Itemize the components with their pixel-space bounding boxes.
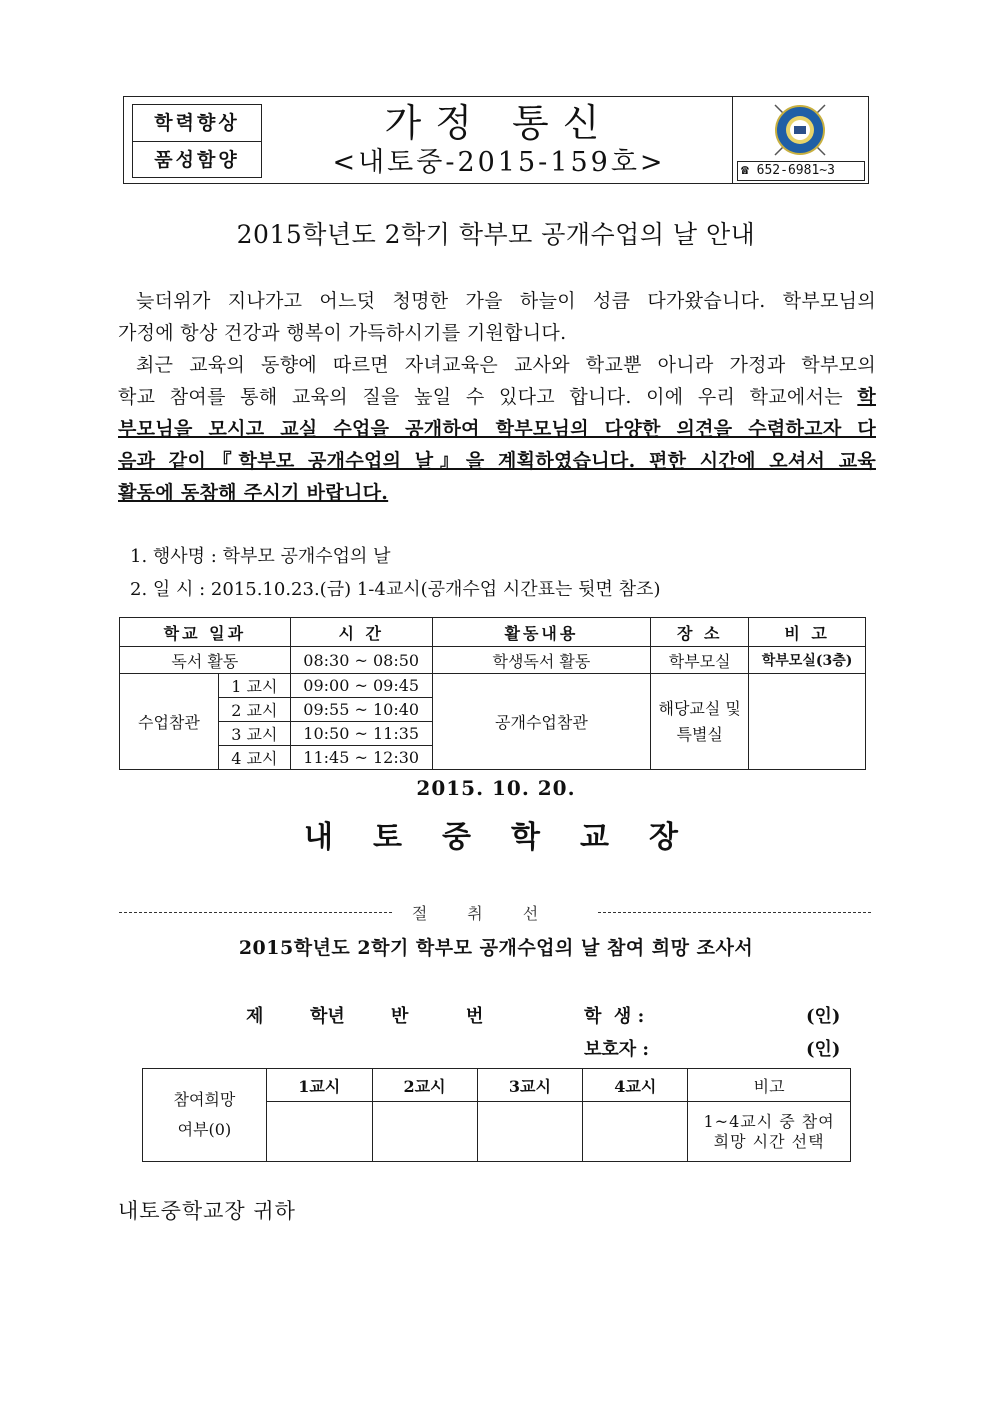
document-title: 2015학년도 2학기 학부모 공개수업의 날 안내 xyxy=(236,220,756,249)
table-row xyxy=(120,674,866,698)
survey-header-row xyxy=(143,1069,851,1102)
answer-note-line-1: 1~4교시 중 참여 xyxy=(703,1111,835,1131)
observation-note xyxy=(749,674,866,770)
grade-prefix: 제 xyxy=(246,1006,264,1027)
paragraph-2-line-3: 부모님을 모시고 교실 수업을 공개하여 학부모님의 다양한 의견을 수렴하고자 다 xyxy=(118,418,876,440)
answer-note-line-2: 희망 시간 선택 xyxy=(713,1131,825,1151)
header-time: 시 간 xyxy=(290,618,432,647)
observation-place xyxy=(651,674,749,770)
number-unit: 번 xyxy=(466,1006,484,1027)
col-period-2: 2교시 xyxy=(372,1069,477,1102)
answer-period-3[interactable] xyxy=(477,1102,583,1162)
paragraph-2-line-5: 활동에 동참해 주시기 바랍니다. xyxy=(118,482,389,504)
student-seal: (인) xyxy=(806,1006,841,1027)
survey-table xyxy=(142,1068,851,1162)
answer-note xyxy=(688,1102,851,1162)
header-place: 장 소 xyxy=(651,618,749,647)
header-note: 비 고 xyxy=(749,618,866,647)
answer-period-2[interactable] xyxy=(372,1102,477,1162)
motto-1: 학력향상 xyxy=(133,105,261,142)
paragraph-2-line-4: 음과 같이『학부모 공개수업의 날』을 계획하였습니다. 편한 시간에 오셔서 교육 xyxy=(118,450,876,472)
paragraph-2-line-2-text: 학교 참여를 통해 교육의 질을 높일 수 있다고 합니다. 이에 우리 학교에서는 xyxy=(118,386,858,408)
cut-line-dash-right xyxy=(598,912,871,913)
motto-box xyxy=(132,104,262,178)
class-observation-label: 수업참관 xyxy=(120,674,219,770)
phone-number: ☎ 652-6981~3 xyxy=(737,161,865,181)
paragraph-1-line-1: 늦더위가 지나가고 어느덧 청명한 가을 하늘이 성큼 다가왔습니다. 학부모님의 xyxy=(136,290,876,312)
event-date: 2. 일 시 : 2015.10.23.(금) 1-4교시(공개수업 시간표는 뒷면 참조) xyxy=(130,579,661,600)
reading-time: 08:30 ~ 08:50 xyxy=(290,647,432,674)
grade-unit: 학년 xyxy=(310,1006,345,1027)
motto-2: 품성함양 xyxy=(154,149,240,171)
principal-signature: 내토중학교장 xyxy=(304,820,718,855)
answer-period-4[interactable] xyxy=(583,1102,688,1162)
table-row xyxy=(120,647,866,674)
issue-date: 2015. 10. 20. xyxy=(416,776,576,800)
observation-place-line-2: 특별실 xyxy=(676,724,723,744)
cut-line xyxy=(119,900,871,924)
guardian-label: 보호자 : xyxy=(584,1039,650,1060)
school-emblem-icon xyxy=(769,101,831,159)
cut-line-dash-left xyxy=(119,912,392,913)
reading-place: 학부모실 xyxy=(651,647,749,674)
header-activity: 활동내용 xyxy=(432,618,651,647)
col-period-4: 4교시 xyxy=(583,1069,688,1102)
newsletter-title: 가정 통신 xyxy=(384,101,614,145)
period-label: 1 교시 xyxy=(218,674,290,698)
col-note: 비고 xyxy=(688,1069,851,1102)
class-unit: 반 xyxy=(391,1006,409,1027)
participation-label-line-2: 여부(0) xyxy=(177,1120,232,1139)
observation-place-line-1: 해당교실 및 xyxy=(658,698,741,718)
period-time: 11:45 ~ 12:30 xyxy=(290,746,432,770)
period-time: 09:55 ~ 10:40 xyxy=(290,698,432,722)
guardian-seal: (인) xyxy=(806,1039,841,1060)
observation-activity: 공개수업참관 xyxy=(432,674,651,770)
cut-line-label: 절취선 xyxy=(411,903,579,923)
col-period-1: 1교시 xyxy=(266,1069,372,1102)
reading-task: 독서 활동 xyxy=(120,647,291,674)
participation-label-line-1: 참여희망 xyxy=(173,1090,236,1109)
period-time: 09:00 ~ 09:45 xyxy=(290,674,432,698)
reading-activity: 학생독서 활동 xyxy=(432,647,651,674)
period-label: 2 교시 xyxy=(218,698,290,722)
period-time: 10:50 ~ 11:35 xyxy=(290,722,432,746)
event-name: 1. 행사명 : 학부모 공개수업의 날 xyxy=(130,546,391,567)
paragraph-2-line-2 xyxy=(118,381,876,413)
reading-note: 학부모실(3층) xyxy=(749,647,866,674)
participation-label xyxy=(143,1069,267,1162)
header-box xyxy=(123,96,869,184)
student-label: 학 생 : xyxy=(584,1006,645,1027)
paragraph-2-line-1: 최근 교육의 동향에 따르면 자녀교육은 교사와 학교뿐 아니라 가정과 학부모의 xyxy=(136,354,876,376)
schedule-header-row xyxy=(120,618,866,647)
paragraph-1-line-2: 가정에 항상 건강과 행복이 가득하시기를 기원합니다. xyxy=(118,322,567,344)
header-task: 학교 일과 xyxy=(120,618,291,647)
footer-addressee: 내토중학교장 귀하 xyxy=(118,1199,296,1223)
survey-title: 2015학년도 2학기 학부모 공개수업의 날 참여 희망 조사서 xyxy=(238,937,754,959)
period-label: 4 교시 xyxy=(218,746,290,770)
issue-number: <내토중-2015-159호> xyxy=(332,147,666,178)
period-label: 3 교시 xyxy=(218,722,290,746)
answer-period-1[interactable] xyxy=(266,1102,372,1162)
col-period-3: 3교시 xyxy=(477,1069,583,1102)
paragraph-2-line-2-emphasis: 학 xyxy=(857,386,876,408)
schedule-table xyxy=(119,617,866,770)
